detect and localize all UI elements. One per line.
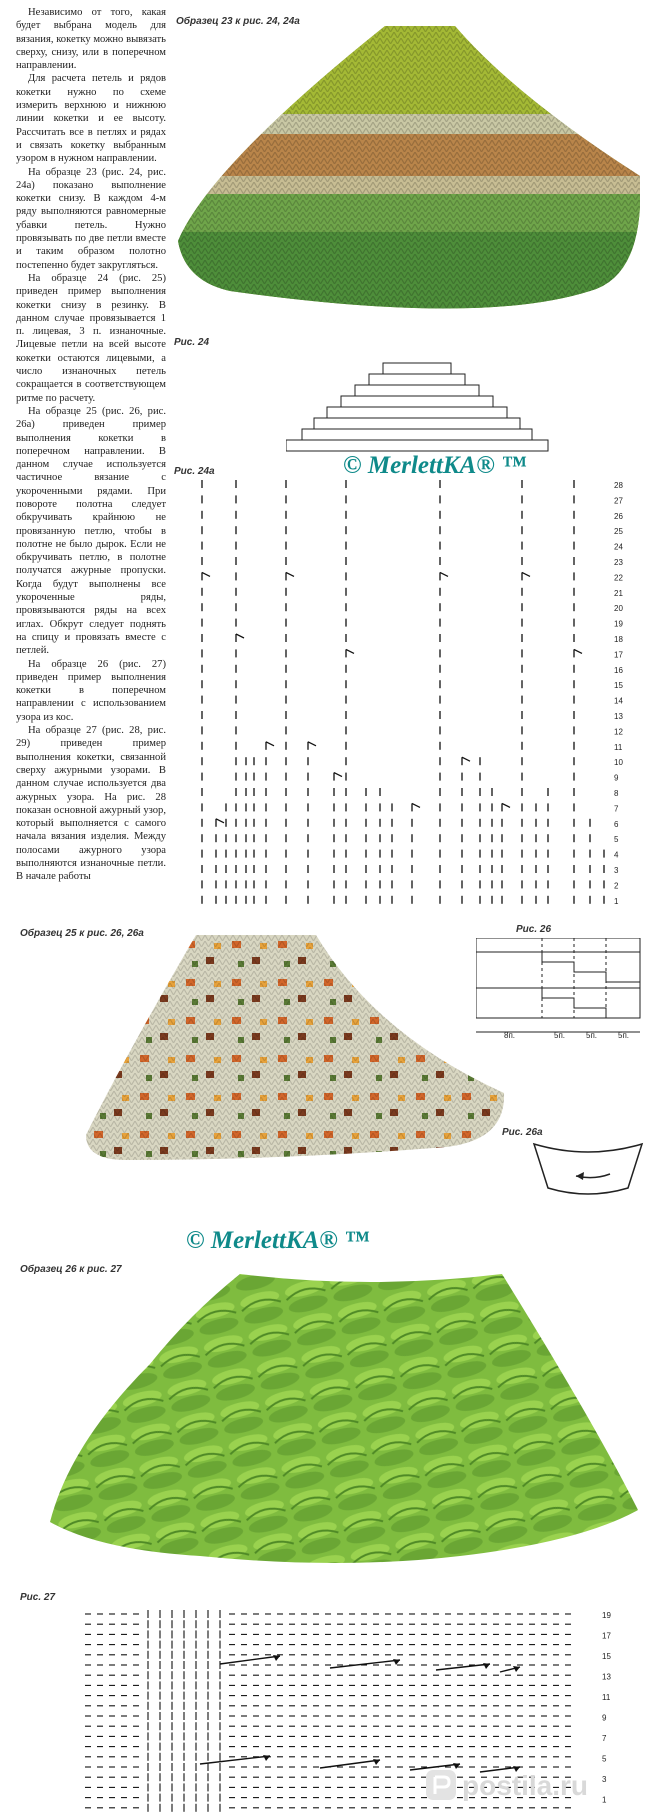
arrow-head bbox=[263, 1755, 270, 1761]
caption-sample-23: Образец 23 к рис. 24, 24а bbox=[176, 16, 300, 27]
row-number: 21 bbox=[614, 588, 623, 598]
caption-fig-26: Рис. 26 bbox=[516, 924, 552, 935]
decrease-mark bbox=[308, 742, 316, 746]
decrease-mark bbox=[412, 803, 420, 807]
paragraph: На образце 27 (рис. 28, рис. 29) приведен пример выполнения кокетки, связанной сверху ажурными узорами. В данном случае используется два ажурных узора. На рис. 28 показан основной ажурный узор, который выполняется с самого начала вязания изделия. Между полосами ажурного узора выполняются изнаночные петли. В начале работы bbox=[16, 725, 166, 883]
row-number: 18 bbox=[614, 635, 623, 644]
row-number: 17 bbox=[614, 650, 623, 660]
arrow-head bbox=[483, 1663, 490, 1669]
decrease-mark bbox=[440, 572, 448, 576]
caption-fig-24a: Рис. 24а bbox=[174, 466, 215, 477]
row-number: 17 bbox=[602, 1631, 611, 1641]
decrease-mark bbox=[502, 803, 510, 807]
decrease-mark bbox=[266, 742, 274, 746]
row-number: 9 bbox=[602, 1713, 607, 1723]
row-number: 9 bbox=[614, 773, 619, 783]
row-number: 3 bbox=[602, 1775, 607, 1784]
site-watermark: postila.ru bbox=[462, 1770, 589, 1801]
decrease-mark bbox=[346, 649, 354, 653]
paragraph: На образце 25 (рис. 26, рис. 26а) приведен пример выполнения кокетки в поперечном направлении. В данном случае используется частичное вязание с укороченными рядами. При повороте полотна следует обкручивать крайнюю не провязанную петлю, чтобы в полотне не было дырок. Если не обкручивать петлю, в полотне получатся ажурные пропуски. Когда будут выполнены все укороченные ряды, провязываются ряды на всех иглах. Обкрут следует поднять на спицу и провязать вместе с петлей. bbox=[16, 405, 166, 657]
caption-fig-27: Рис. 27 bbox=[20, 1592, 56, 1603]
decrease-mark bbox=[334, 773, 342, 777]
row-number: 22 bbox=[614, 573, 623, 583]
paragraph: На образце 26 (рис. 27) приведен пример выполнения кокетки в поперечном направлении с использованием узора из кос. bbox=[16, 658, 166, 723]
paragraph: На образце 23 (рис. 24, рис. 24а) показано выполнение кокетки снизу. В каждом 4-м ряду выполняются равномерные убавки петель. Нужно провязывать по две петли вместе и таким образом полотно постепенно будет закругляться. bbox=[16, 166, 166, 271]
row-number: 15 bbox=[614, 681, 623, 691]
caption-sample-26: Образец 26 к рис. 27 bbox=[20, 1264, 122, 1275]
row-number: 24 bbox=[614, 542, 623, 552]
site-logo-icon bbox=[424, 1768, 458, 1802]
paragraph: Для расчета петель и рядов кокетки нужно по схеме измерить верхнюю и нижнюю линии кокетки и ее высоту. Рассчитать все в петлях и рядах и связать кокетку выбранным узором в нужном направлении. bbox=[16, 73, 166, 165]
fig-24a-chart bbox=[196, 476, 634, 916]
sample-26-photo bbox=[40, 1274, 640, 1574]
row-number: 15 bbox=[602, 1652, 611, 1661]
row-number: 6 bbox=[614, 819, 619, 829]
row-number: 7 bbox=[614, 804, 619, 814]
cable-arrow bbox=[330, 1660, 400, 1668]
fig-26-labels bbox=[476, 1027, 644, 1043]
label: 8п. bbox=[504, 1031, 516, 1040]
cable-arrow bbox=[220, 1656, 280, 1664]
row-number: 3 bbox=[614, 866, 619, 875]
row-number: 26 bbox=[614, 511, 623, 521]
sample-25-photo bbox=[86, 935, 506, 1203]
row-number: 10 bbox=[614, 758, 623, 768]
row-number: 23 bbox=[614, 558, 623, 567]
row-number: 13 bbox=[602, 1672, 611, 1682]
row-number: 2 bbox=[614, 881, 619, 891]
caption-fig-24: Рис. 24 bbox=[174, 337, 210, 348]
watermark: © MerlettKA® ™ bbox=[186, 1227, 370, 1254]
row-number: 1 bbox=[614, 896, 619, 906]
label: 5п. bbox=[554, 1031, 566, 1040]
row-number: 1 bbox=[602, 1795, 607, 1805]
decrease-mark bbox=[462, 757, 470, 761]
row-number: 14 bbox=[614, 696, 623, 706]
decrease-mark bbox=[202, 572, 210, 576]
row-number: 16 bbox=[614, 665, 623, 675]
decrease-mark bbox=[574, 649, 582, 653]
caption-sample-25: Образец 25 к рис. 26, 26а bbox=[20, 928, 144, 939]
paragraph: Независимо от того, какая будет выбрана модель для вязания, кокетку можно вывязать сверху, снизу, или в поперечном направлении. bbox=[16, 7, 166, 72]
label: 5п. bbox=[586, 1031, 598, 1040]
row-number: 7 bbox=[602, 1734, 607, 1743]
decrease-mark bbox=[286, 572, 294, 576]
decrease-mark bbox=[216, 819, 224, 823]
body-text bbox=[16, 6, 166, 884]
row-number: 27 bbox=[614, 496, 623, 506]
caption-fig-26a: Рис. 26а bbox=[502, 1127, 543, 1138]
row-number: 11 bbox=[602, 1693, 611, 1702]
arrow-head bbox=[373, 1759, 380, 1765]
row-number: 4 bbox=[614, 850, 619, 860]
row-number: 19 bbox=[602, 1611, 611, 1620]
row-number: 20 bbox=[614, 604, 623, 614]
row-number: 11 bbox=[614, 742, 623, 752]
row-number: 5 bbox=[602, 1754, 607, 1764]
fig-26a-diagram bbox=[528, 1138, 646, 1218]
paragraph: На образце 24 (рис. 25) приведен пример выполнения кокетки снизу в резинку. В данном случае провязывается 1 п. лицевая, 3 п. изнаночные. Лицевые петли на всей высоте кокетки остаются лицевыми, а число изнаночных петель сокращается в соответствующем ритме по расчету. bbox=[16, 272, 166, 404]
row-number: 13 bbox=[614, 712, 623, 721]
arrow-head bbox=[393, 1659, 400, 1665]
sample-23-photo bbox=[170, 26, 640, 326]
decrease-mark bbox=[522, 572, 530, 576]
label: 5п. bbox=[618, 1031, 630, 1040]
row-number: 19 bbox=[614, 619, 623, 629]
decrease-mark bbox=[236, 634, 244, 638]
arrow-head bbox=[273, 1655, 280, 1661]
watermark: © MerlettKA® ™ bbox=[343, 452, 527, 479]
row-number: 12 bbox=[614, 727, 623, 737]
row-number: 5 bbox=[614, 835, 619, 845]
fig-24-diagram bbox=[286, 352, 550, 454]
row-number: 8 bbox=[614, 789, 619, 798]
row-number: 28 bbox=[614, 481, 623, 490]
row-number: 25 bbox=[614, 527, 623, 537]
